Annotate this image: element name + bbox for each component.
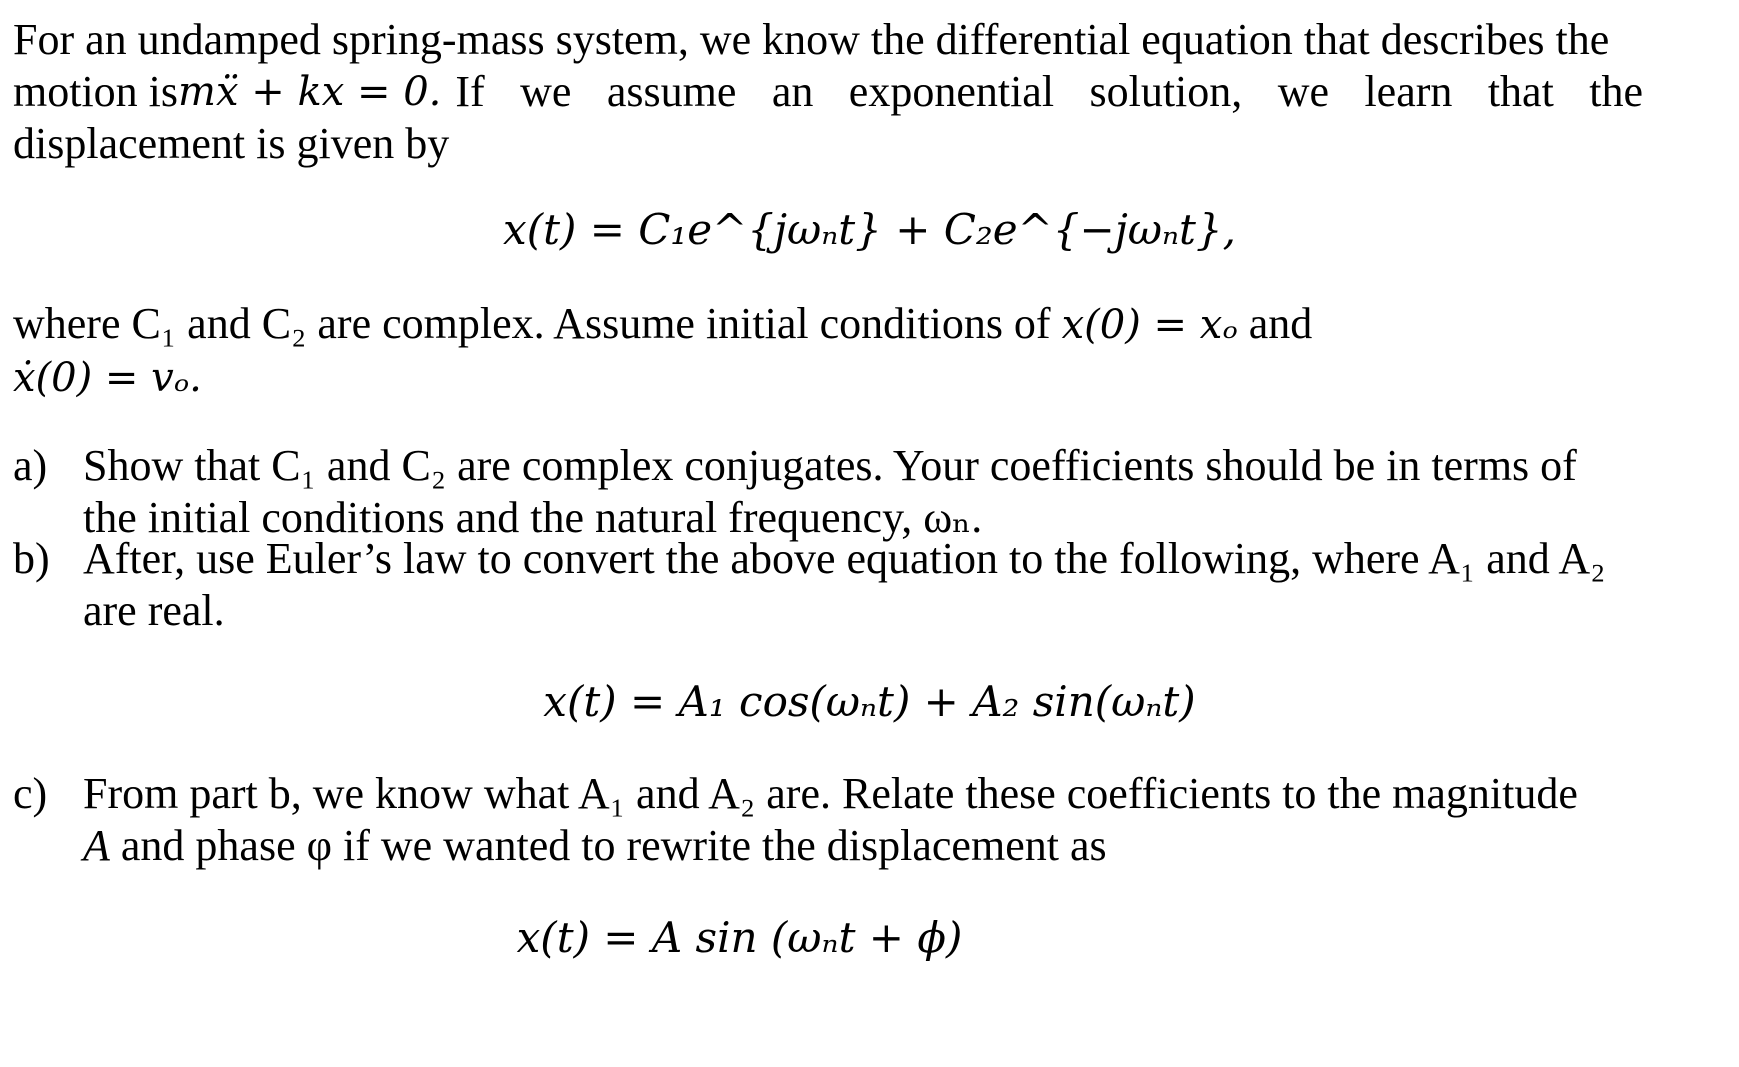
list-item-c-label: c) [13,769,48,818]
initial-displacement-condition: x(0) = xₒ [1061,302,1238,348]
list-item-a-body [83,440,1653,544]
intro-paragraph [13,14,1643,170]
list-item-a [13,440,1643,544]
intro-line-1: For an undamped spring-mass system, we know the differential equation that describes the [13,15,1610,64]
list-item-b-label: b) [13,534,50,583]
list-item-a-label: a) [13,441,48,490]
intro-line-2-pre: motion is [13,67,179,116]
list-item-b [13,533,1643,637]
list-item-c-line-2 [83,820,1653,872]
equation-exponential-solution [0,200,1739,260]
where-paragraph [13,298,1643,404]
list-item-b-line-1: After, use Euler’s law to convert the above equation to the following, where A₁ and A₂ [83,534,1606,583]
intro-line-2-post: If we assume an exponential solution, we learn that the [455,67,1643,116]
where-line-1-post: and [1248,299,1313,348]
equation-of-motion: mẍ + kx = 0. [178,69,442,115]
intro-line-2 [13,66,1643,118]
list-item-c [13,768,1643,872]
list-item-c-body [83,768,1653,872]
list-item-a-line-1: Show that C₁ and C₂ are complex conjugates. Your coefficients should be in terms of [83,441,1577,490]
list-item-c-line-2-text: and phase φ if we wanted to rewrite the displacement as [120,821,1107,870]
where-line-1 [13,298,1643,351]
list-item-c-line-1: From part b, we know what A₁ and A₂ are. Relate these coefficients to the magnitude [83,769,1578,818]
equation-exponential-solution-text: x(t) = C₁e^{jωₙt} + C₂e^{−jωₙt}, [503,205,1236,254]
equation-amplitude-phase-form-text: x(t) = A sin (ωₙt + ϕ) [516,913,963,962]
where-line-2 [13,351,1643,404]
initial-velocity-condition: ẋ(0) = vₒ. [13,355,202,401]
list-item-b-line-2: are real. [83,586,225,635]
where-line-1-pre: where C₁ and C₂ are complex. Assume initial conditions of [13,299,1051,348]
equation-sinusoidal-form-text: x(t) = A₁ cos(ωₙt) + A₂ sin(ωₙt) [543,677,1196,726]
list-item-a-line-2: the initial conditions and the natural frequency, ωₙ. [83,493,983,542]
equation-amplitude-phase-form [0,908,1609,968]
equation-sinusoidal-form [0,672,1739,732]
list-item-b-body [83,533,1653,637]
magnitude-symbol: A [83,821,110,870]
intro-line-3: displacement is given by [13,119,450,168]
